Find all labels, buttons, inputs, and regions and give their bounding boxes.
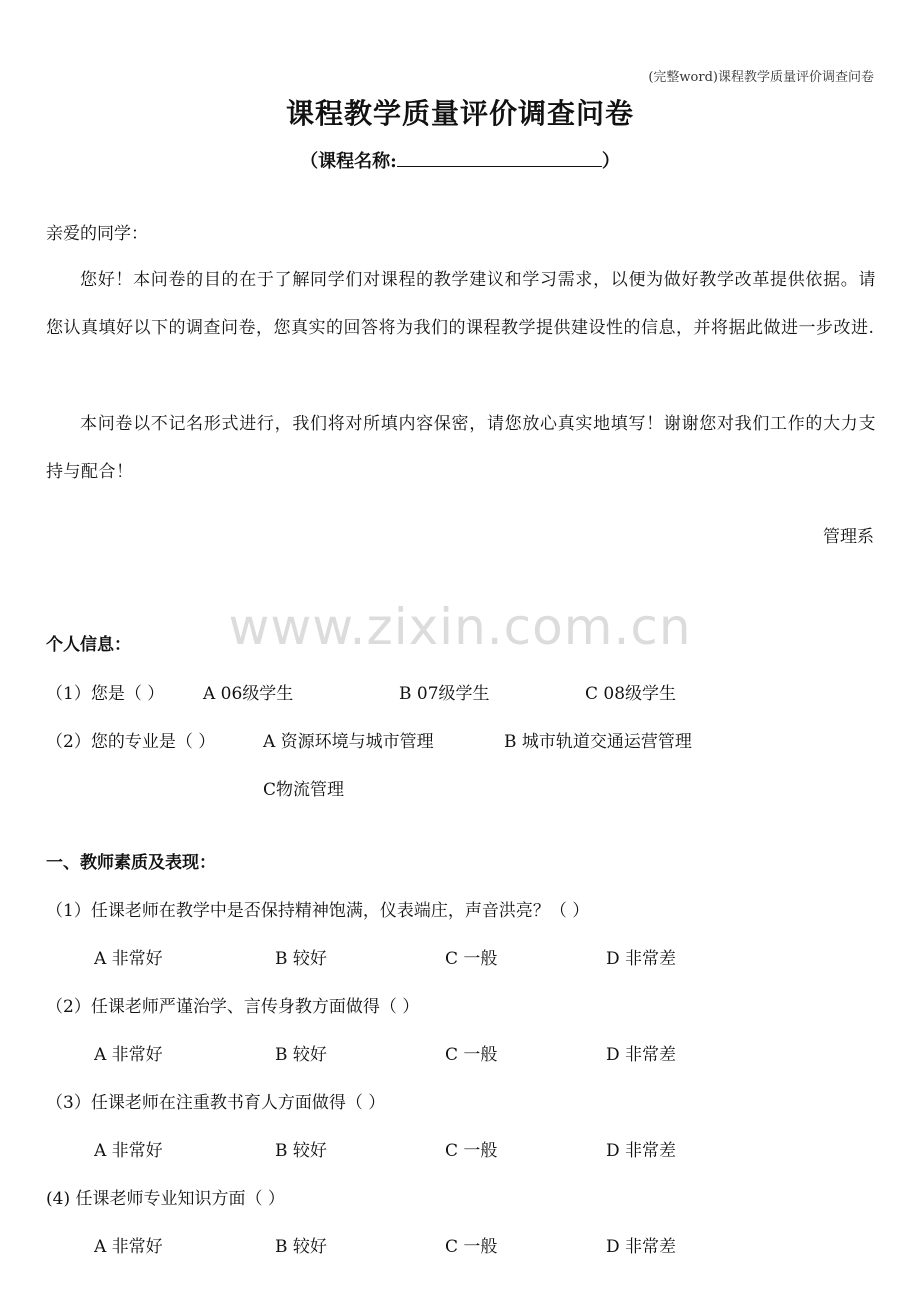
q1-option-a[interactable]: A 非常好: [94, 949, 163, 969]
personal-q1-option-b[interactable]: B 07级学生: [399, 684, 490, 704]
q3-option-d[interactable]: D 非常差: [606, 1141, 677, 1161]
personal-q1-label: （1）您是（ ）: [46, 684, 165, 704]
q1-option-b[interactable]: B 较好: [275, 949, 327, 969]
intro-paragraph-1: 您好！本问卷的目的在于了解同学们对课程的教学建议和学习需求，以便为做好教学改革提供依据。请您认真填好以下的调查问卷，您真实的回答将为我们的课程教学提供建设性的信息，并将据此做进一步改进.: [46, 270, 876, 338]
q3-option-c[interactable]: C 一般: [445, 1141, 498, 1161]
q4-option-c[interactable]: C 一般: [445, 1237, 498, 1257]
q4-option-b[interactable]: B 较好: [275, 1237, 327, 1257]
greeting: 亲爱的同学：: [46, 224, 148, 244]
course-name-label: （课程名称:: [300, 151, 397, 172]
document-title: 课程教学质量评价调查问卷: [285, 97, 634, 130]
intro-paragraph-2: 本问卷以不记名形式进行，我们将对所填内容保密，请您放心真实地填写！谢谢您对我们工作的大力支持与配合！: [46, 414, 876, 482]
q1-option-c[interactable]: C 一般: [445, 949, 498, 969]
q4-option-d[interactable]: D 非常差: [606, 1237, 677, 1257]
personal-q2-label: （2）您的专业是（ ）: [46, 732, 216, 752]
section1-question-1: （1）任课老师在教学中是否保持精神饱满，仪表端庄，声音洪亮？（ ）: [46, 901, 590, 921]
document-header-note: (完整word)课程教学质量评价调查问卷: [648, 70, 874, 85]
watermark: www.zixin.com.cn: [228, 598, 692, 656]
personal-q2-option-c[interactable]: C物流管理: [263, 780, 345, 800]
personal-q1-option-a[interactable]: A 06级学生: [203, 684, 294, 704]
personal-info-heading: 个人信息：: [46, 635, 131, 655]
section1-question-2: （2）任课老师严谨治学、言传身教方面做得（ ）: [46, 997, 420, 1017]
q3-option-a[interactable]: A 非常好: [94, 1141, 163, 1161]
section1-question-3: （3）任课老师在注重教书育人方面做得（ ）: [46, 1093, 386, 1113]
personal-q2-option-a[interactable]: A 资源环境与城市管理: [263, 732, 434, 752]
q1-option-d[interactable]: D 非常差: [606, 949, 677, 969]
q2-option-a[interactable]: A 非常好: [94, 1045, 163, 1065]
q3-option-b[interactable]: B 较好: [275, 1141, 327, 1161]
q2-option-d[interactable]: D 非常差: [606, 1045, 677, 1065]
section1-heading: 一、教师素质及表现：: [46, 853, 216, 873]
q2-option-b[interactable]: B 较好: [275, 1045, 327, 1065]
personal-q2-option-b[interactable]: B 城市轨道交通运营管理: [504, 732, 692, 752]
course-name-blank: [397, 148, 602, 167]
q2-option-c[interactable]: C 一般: [445, 1045, 498, 1065]
personal-q1-option-c[interactable]: C 08级学生: [585, 684, 677, 704]
q4-option-a[interactable]: A 非常好: [94, 1237, 163, 1257]
course-name-close: ）: [601, 151, 620, 172]
course-name-line: [0, 147, 920, 173]
signature-department: 管理系: [823, 527, 874, 547]
section1-question-4: (4) 任课老师专业知识方面（ ）: [46, 1189, 285, 1209]
